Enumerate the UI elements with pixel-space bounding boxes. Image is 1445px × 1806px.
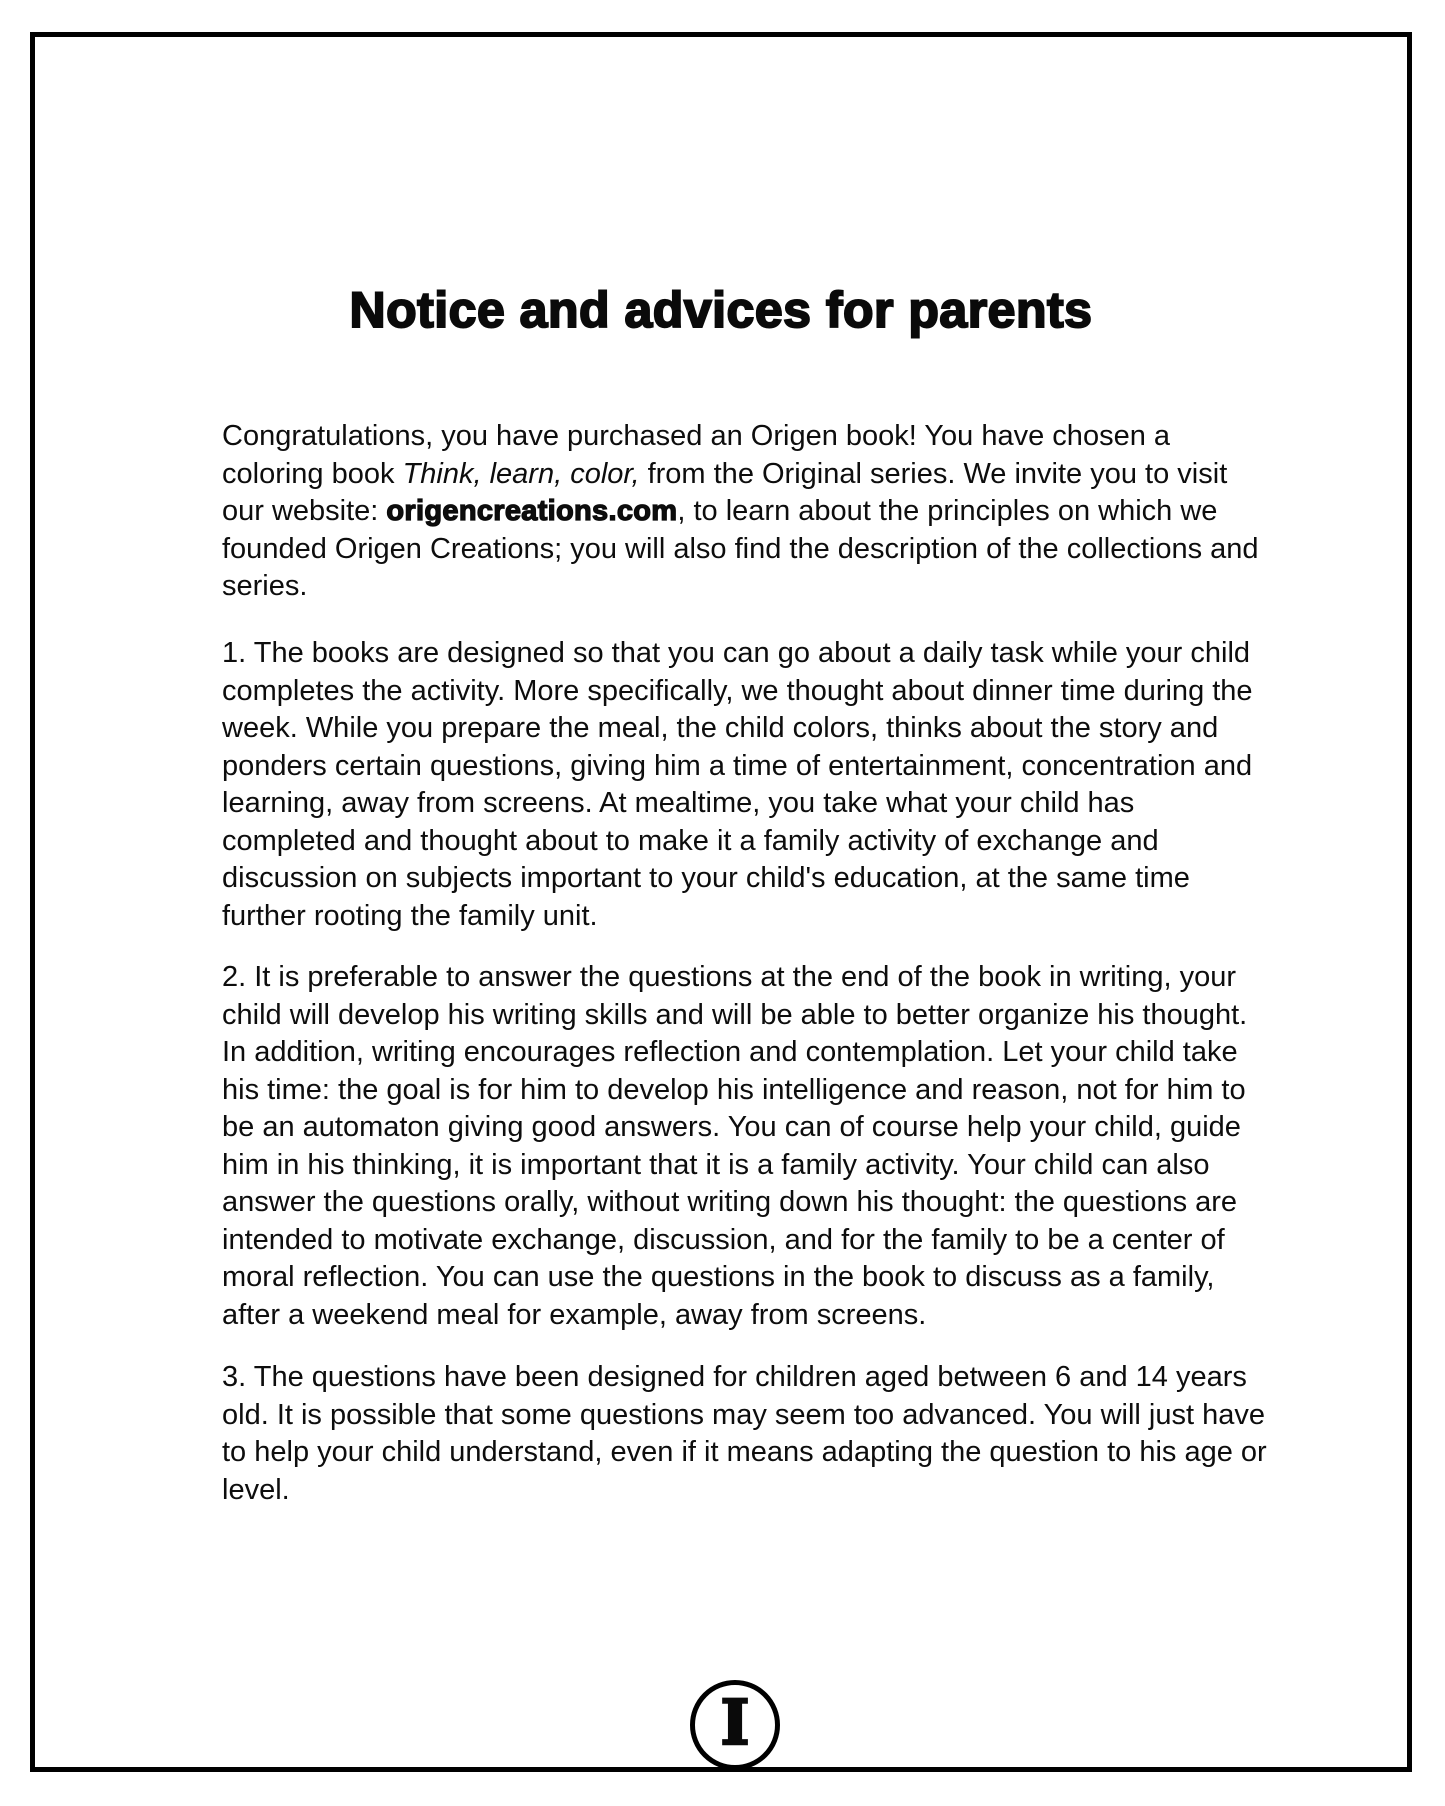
page-frame (30, 32, 1412, 1772)
publisher-logo-letter-i: I (720, 1686, 750, 1759)
advice-item-3 (222, 1359, 1270, 1509)
intro-paragraph (222, 418, 1270, 606)
advice-item-2 (222, 959, 1270, 1334)
advice-1-text: The books are designed so that you can go about a daily task while your child completes the activity. More specifically, we thought about dinner time during the week. While you prepare the meal, the child colors, thinks about the story and ponders certain questions, giving him a time of entertainment, concentration and learning, away from screens. At mealtime, you take what your child has completed and thought about to make it a family activity of exchange and discussion on subjects important to your child's education, at the same time further rooting the family unit. (222, 637, 1253, 932)
intro-website-text: origencreations.com (386, 495, 678, 527)
page-title: Notice and advices for parents (349, 282, 1093, 338)
publisher-logo-badge (690, 1680, 780, 1770)
intro-book-title: Think, learn, color, (402, 457, 640, 490)
advice-3-number: 3. (222, 1361, 247, 1393)
intro-text-3: , to learn about the principles on which we founded Origen Creations; you will also find the description of the collections and series. (222, 495, 1259, 602)
advice-2-text: It is preferable to answer the questions at the end of the book in writing, your child will develop his writing skills and will be able to better organize his thought. In addition, writing encourages reflection and contemplation. Let your child take his time: the goal is for him to develop his intelligence and reason, not for him to be an automaton giving good answers. You can of course help your child, guide him in his thinking, it is important that it is a family activity. Your child can also answer the questions orally, without writing down his thought: the questions are intended to motivate exchange, discussion, and for the family to be a center of moral reflection. You can use the questions in the book to discuss as a family, after a weekend meal for example, away from screens. (222, 961, 1248, 1331)
intro-text-2: from the Original series. We invite you to visit our website: (222, 457, 1228, 527)
advice-1-number: 1. (222, 637, 247, 669)
intro-text-1: Congratulations, you have purchased an Origen book! You have chosen a coloring book (222, 420, 1171, 490)
advice-3-text: The questions have been designed for children aged between 6 and 14 years old. It is possible that some questions may seem too advanced. You will just have to help your child understand, even if it means adapting the question to his age or level. (222, 1361, 1267, 1506)
advice-item-1 (222, 635, 1270, 935)
advice-2-number: 2. (222, 961, 247, 993)
